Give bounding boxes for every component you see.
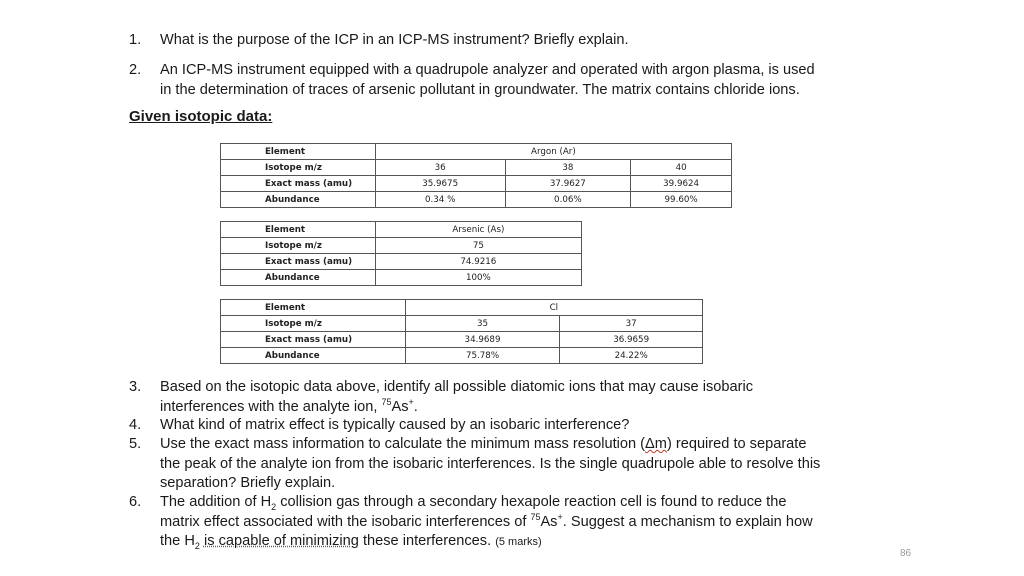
table-row	[221, 316, 703, 332]
element-name: Arsenic (As)	[375, 222, 581, 238]
table-cell: 34.9689	[405, 332, 560, 348]
question-line: An ICP-MS instrument equipped with a quadrupole analyzer and operated with argon plasma, is used	[160, 62, 815, 78]
argon-isotope-table	[220, 143, 732, 208]
question-line: Based on the isotopic data above, identify all possible diatomic ions that may cause isobaric	[160, 379, 754, 395]
question-line: in the determination of traces of arsenic pollutant in groundwater. The matrix contains chloride ions.	[160, 81, 800, 98]
row-label: Exact mass (amu)	[221, 332, 406, 348]
row-label: Exact mass (amu)	[221, 254, 376, 270]
row-label: Isotope m/z	[221, 316, 406, 332]
table-row	[221, 192, 732, 208]
marks-label: (5 marks)	[495, 536, 542, 548]
question-text	[160, 378, 753, 417]
table-cell: 39.9624	[631, 176, 732, 192]
table-cell: 37.9627	[505, 176, 631, 192]
mass-superscript: 75	[530, 511, 541, 522]
row-label: Exact mass (amu)	[221, 176, 376, 192]
table-row	[221, 160, 732, 176]
table-cell: 35	[405, 316, 560, 332]
question-text: What is the purpose of the ICP in an ICP-MS instrument? Briefly explain.	[160, 32, 629, 48]
mass-superscript: 75	[381, 396, 392, 407]
question-line: . Suggest a mechanism to explain how	[562, 513, 813, 530]
question-number: 4.	[129, 417, 142, 433]
question-line-end: .	[413, 398, 418, 415]
spellcheck-underlined-text: is capable of minimizing	[203, 533, 359, 549]
row-label: Isotope m/z	[221, 238, 376, 254]
question-line: interferences with the analyte ion,	[160, 398, 382, 415]
table-cell: 75	[375, 238, 581, 254]
question-line: ) required to separate	[666, 436, 807, 452]
table-row	[221, 300, 703, 316]
page-number: 86	[900, 548, 912, 559]
question-line: the peak of the analyte ion from the isobaric interferences. Is the single quadrupole able to resolve this	[160, 455, 821, 472]
row-label: Element	[221, 222, 376, 238]
row-label: Element	[221, 300, 406, 316]
table-cell: 38	[505, 160, 631, 176]
table-row	[221, 222, 582, 238]
question-line: these interferences.	[358, 533, 496, 549]
table-cell: 36	[375, 160, 505, 176]
table-row	[221, 332, 703, 348]
table-cell: 36.9659	[560, 332, 703, 348]
table-row	[221, 176, 732, 192]
question-number: 2.	[129, 62, 142, 78]
ion-symbol: As	[391, 398, 409, 415]
table-row	[221, 254, 582, 270]
chlorine-isotope-table	[220, 299, 703, 364]
element-name: Argon (Ar)	[375, 144, 731, 160]
delta-m-symbol: Δm	[645, 436, 667, 452]
table-cell: 40	[631, 160, 732, 176]
table-row	[221, 144, 732, 160]
question-line: Use the exact mass information to calculate the minimum mass resolution (	[160, 436, 646, 452]
question-line: the H	[160, 533, 195, 549]
charge-superscript: +	[408, 396, 414, 407]
row-label: Abundance	[221, 270, 376, 286]
subscript: 2	[271, 501, 277, 512]
question-number: 6.	[129, 494, 142, 510]
isotopic-data-heading: Given isotopic data:	[129, 108, 273, 125]
question-text	[160, 435, 820, 494]
table-cell: 35.9675	[375, 176, 505, 192]
table-cell: 37	[560, 316, 703, 332]
subscript: 2	[194, 540, 200, 551]
question-line: matrix effect associated with the isobaric interferences of	[160, 513, 531, 530]
table-cell: 0.06%	[505, 192, 631, 208]
charge-superscript: +	[557, 511, 563, 522]
row-label: Element	[221, 144, 376, 160]
table-cell: 0.34 %	[375, 192, 505, 208]
question-line: The addition of H	[160, 494, 272, 510]
question-number: 3.	[129, 379, 142, 395]
table-cell: 75.78%	[405, 348, 560, 364]
row-label: Abundance	[221, 348, 406, 364]
question-line: collision gas through a secondary hexapole reaction cell is found to reduce the	[276, 494, 787, 510]
question-number: 5.	[129, 436, 142, 452]
question-text	[160, 61, 815, 100]
question-text	[160, 493, 813, 553]
table-row	[221, 238, 582, 254]
table-row	[221, 348, 703, 364]
question-line: separation? Briefly explain.	[160, 475, 336, 491]
question-text: What kind of matrix effect is typically caused by an isobaric interference?	[160, 417, 630, 433]
element-name: Cl	[405, 300, 702, 316]
table-cell: 100%	[375, 270, 581, 286]
ion-symbol: As	[540, 513, 558, 530]
question-number: 1.	[129, 32, 142, 48]
table-row	[221, 270, 582, 286]
row-label: Abundance	[221, 192, 376, 208]
arsenic-isotope-table	[220, 221, 582, 286]
table-cell: 99.60%	[631, 192, 732, 208]
row-label: Isotope m/z	[221, 160, 376, 176]
table-cell: 24.22%	[560, 348, 703, 364]
table-cell: 74.9216	[375, 254, 581, 270]
